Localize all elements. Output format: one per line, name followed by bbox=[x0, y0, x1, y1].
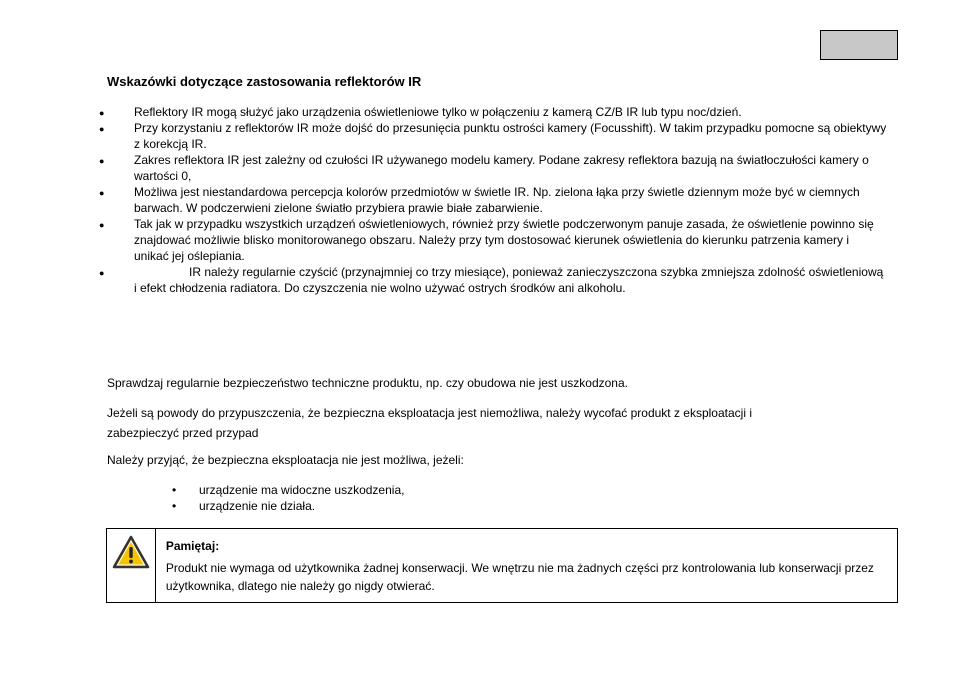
paragraph-conditions-intro: Należy przyjąć, że bezpieczna eksploatacja nie jest możliwa, jeżeli: bbox=[107, 453, 464, 467]
notice-text: Produkt nie wymaga od użytkownika żadnej konserwacji. We wnętrzu nie ma żadnych części prz kontrolowania lub konserwacji przez użytkownika, dlatego nie należy go nigdy otwierać. bbox=[165, 561, 874, 593]
notice-icon-cell bbox=[107, 529, 156, 602]
section-heading: Wskazówki dotyczące zastosowania reflektorów IR bbox=[107, 74, 422, 89]
list-item-text: Reflektory IR mogą służyć jako urządzenia oświetleniowe tylko w połączeniu z kamerą CZ/B IR lub typu noc/dzień. bbox=[134, 105, 742, 119]
list-item bbox=[97, 216, 887, 264]
list-item-text: Przy korzystaniu z reflektorów IR może dojść do przesunięcia punktu ostrości kamery (Focusshift). W takim przypadku pomocne są obiektywy z korekcją IR. bbox=[134, 121, 887, 151]
notice-text-cell bbox=[156, 529, 897, 602]
list-item: • urządzenie nie działa. bbox=[172, 498, 404, 514]
notice-title: Pamiętaj: bbox=[165, 539, 220, 553]
page-number-box bbox=[820, 30, 898, 60]
list-item bbox=[97, 152, 887, 184]
list-item bbox=[97, 184, 887, 216]
warning-triangle-icon bbox=[112, 535, 150, 569]
paragraph-check-safety: Sprawdzaj regularnie bezpieczeństwo techniczne produktu, np. czy obudowa nie jest uszkodzona. bbox=[107, 376, 628, 390]
list-item bbox=[97, 120, 887, 152]
list-item-text: Tak jak w przypadku wszystkich urządzeń oświetleniowych, również przy świetle podczerwonym panuje zasada, że oświetlenie powinno się znajdować możliwie blisko monitorowanego obszaru. Należy przy tym dostosować kierunek oświetlenia do kierunku patrzenia kamery i unikać jej oślepiania. bbox=[134, 217, 874, 263]
list-item bbox=[97, 264, 887, 296]
list-item-text: Możliwa jest niestandardowa percepcja kolorów przedmiotów w świetle IR. Np. zielona łąka przy świetle dziennym może być w ciemnych barwach. W podczerwieni zielone światło przybiera prawie białe zabarwienie. bbox=[134, 185, 860, 215]
list-item: • urządzenie ma widoczne uszkodzenia, bbox=[172, 482, 404, 498]
paragraph-withdraw: Jeżeli są powody do przypuszczenia, że bezpieczna eksploatacja jest niemożliwa, należy wycofać produkt z eksploatacji i zabezpieczyć przed przypad bbox=[107, 406, 752, 440]
list-item-text: ● IR należy regularnie czyścić (przynajmniej co trzy miesiące), ponieważ zanieczyszczona szybka zmniejsza zdolność oświetleniową i efekt chłodzenia radiatora. Do czyszczenia nie wolno używać ostrych środków ani alkoholu. bbox=[134, 265, 884, 295]
conditions-list bbox=[172, 482, 404, 514]
list-item-text: Zakres reflektora IR jest zależny od czułości IR używanego modelu kamery. Podane zakresy reflektora bazują na światłoczułości kamery o wartości 0, bbox=[134, 153, 869, 183]
notice-box bbox=[106, 528, 898, 603]
list-item bbox=[97, 104, 887, 120]
ir-tips-list bbox=[97, 104, 887, 296]
